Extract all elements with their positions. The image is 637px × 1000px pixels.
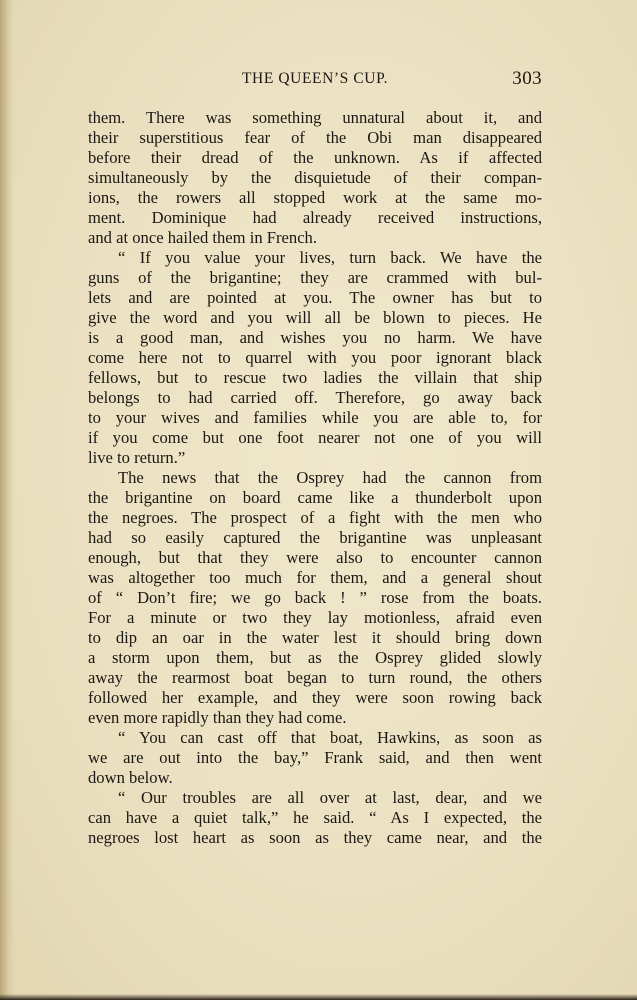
text-line: followed her example, and they were soon rowing back — [88, 688, 542, 707]
running-head — [88, 66, 542, 94]
text-line: can have a quiet talk,” he said. “ As I expected, the — [88, 808, 542, 827]
text-line: The news that the Osprey had the cannon from — [118, 468, 542, 487]
text-line: enough, but that they were also to encounter cannon — [88, 548, 542, 567]
text-line: even more rapidly than they had come. — [88, 708, 347, 727]
text-line: the negroes. The prospect of a fight with the men who — [88, 508, 542, 527]
running-title: THE QUEEN’S CUP. — [241, 70, 389, 87]
text-line: to your wives and families while you are able to, for — [88, 408, 542, 427]
text-line: come here not to quarrel with you poor ignorant black — [88, 348, 542, 367]
page-bottom-edge — [0, 994, 637, 1000]
text-line: before their dread of the unknown. As if affected — [88, 148, 542, 167]
text-line: if you come but one foot nearer not one of you will — [88, 428, 542, 447]
text-line: negroes lost heart as soon as they came near, and the — [88, 828, 542, 847]
text-line: simultaneously by the disquietude of their compan- — [88, 168, 542, 187]
text-line: the brigantine on board came like a thunderbolt upon — [88, 488, 542, 507]
text-line: ment. Dominique had already received instructions, — [88, 208, 542, 227]
text-line: “ You can cast off that boat, Hawkins, as soon as — [118, 728, 542, 747]
text-line: and at once hailed them in French. — [88, 228, 318, 247]
text-line: a storm upon them, but as the Osprey glided slowly — [88, 648, 542, 667]
text-line: For a minute or two they lay motionless, afraid even — [88, 608, 542, 627]
text-line: their superstitious fear of the Obi man disappeared — [88, 128, 542, 147]
text-line: down below. — [88, 768, 173, 787]
text-line: was altogether too much for them, and a general shout — [88, 568, 542, 587]
text-line: to dip an oar in the water lest it should bring down — [88, 628, 542, 647]
body-text — [88, 108, 542, 848]
text-line: “ Our troubles are all over at last, dear, and we — [118, 788, 542, 807]
text-line: them. There was something unnatural about it, and — [88, 108, 542, 127]
text-line: give the word and you will all be blown to pieces. He — [88, 308, 542, 327]
text-line: guns of the brigantine; they are crammed with bul- — [88, 268, 542, 287]
spine-shadow — [0, 0, 14, 1000]
text-line: we are out into the bay,” Frank said, and then went — [88, 748, 542, 767]
text-line: “ If you value your lives, turn back. We have the — [118, 248, 542, 267]
text-line: away the rearmost boat began to turn round, the others — [88, 668, 542, 687]
page-number: 303 — [512, 68, 542, 89]
text-line: of “ Don’t fire; we go back ! ” rose from the boats. — [88, 588, 542, 607]
text-line: fellows, but to rescue two ladies the villain that ship — [88, 368, 542, 387]
text-line: live to return.” — [88, 448, 186, 467]
text-line: had so easily captured the brigantine was unpleasant — [88, 528, 542, 547]
text-line: lets and are pointed at you. The owner has but to — [88, 288, 542, 307]
text-line: belongs to had carried off. Therefore, go away back — [88, 388, 542, 407]
text-line: is a good man, and wishes you no harm. We have — [88, 328, 542, 347]
text-line: ions, the rowers all stopped work at the same mo- — [88, 188, 542, 207]
